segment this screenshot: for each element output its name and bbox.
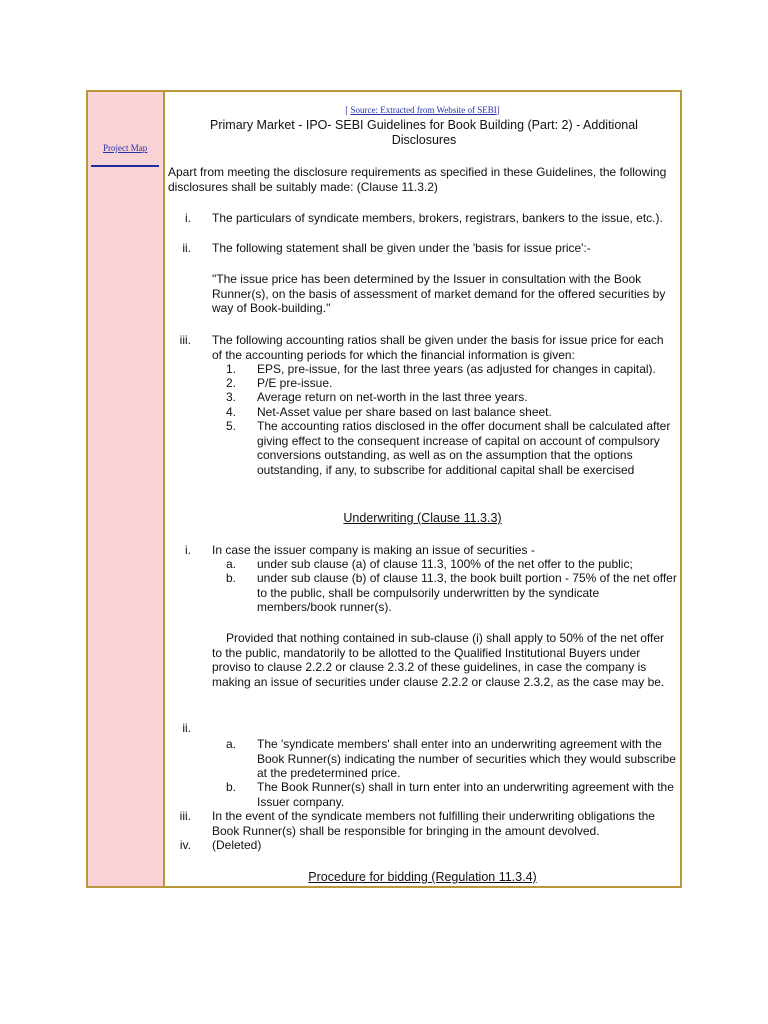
procedure-heading: Procedure for bidding (Regulation 11.3.4) xyxy=(308,870,537,884)
disclosure-text: The following statement shall be given under the 'basis for issue price':- xyxy=(212,241,591,255)
ratio-text: EPS, pre-issue, for the last three years (as adjusted for changes in capital). xyxy=(257,362,656,376)
ratio-num: 2. xyxy=(225,376,236,390)
ratio-text: The accounting ratios disclosed in the offer document shall be calculated after giving effect to the consequent increase of capital on account of compulsory conversions outstanding, as well as on the assumption that the options outstanding, if any, to subscribe for additional capital shall be exercised xyxy=(257,419,671,477)
sidebar xyxy=(88,92,165,886)
underwriting-subtext: The Book Runner(s) shall in turn enter into an underwriting agreement with the Issuer company. xyxy=(257,780,674,809)
disclosure-num: ii. xyxy=(182,241,191,255)
underwriting-num: i. xyxy=(185,543,191,557)
underwriting-heading: Underwriting (Clause 11.3.3) xyxy=(343,511,502,525)
intro-paragraph: Apart from meeting the disclosure requirements as specified in these Guidelines, the following disclosures shall be suitably made: (Clause 11.3.2) xyxy=(168,165,667,194)
project-map-link[interactable]: Project Map xyxy=(103,143,148,153)
underwriting-num: ii. xyxy=(182,721,191,735)
disclosure-text: The particulars of syndicate members, brokers, registrars, bankers to the issue, etc.). xyxy=(212,211,663,225)
underwriting-subnum: b. xyxy=(225,780,236,794)
source-bracket-open: [ xyxy=(345,105,351,115)
underwriting-subtext: under sub clause (b) of clause 11.3, the book built portion - 75% of the net offer to the public, shall be compulsorily underwritten by the syndicate members/book runner(s). xyxy=(257,571,677,614)
underwriting-num: iv. xyxy=(179,838,191,852)
source-line xyxy=(165,105,680,116)
ratio-num: 4. xyxy=(225,405,236,419)
ratio-num: 1. xyxy=(225,362,236,376)
sidebar-divider xyxy=(91,165,159,167)
underwriting-text: In the event of the syndicate members not fulfilling their underwriting obligations the Book Runner(s) shall be responsible for bringing in the amount devolved. xyxy=(212,809,655,838)
ratio-num: 3. xyxy=(225,390,236,404)
ratio-text: Average return on net-worth in the last three years. xyxy=(257,390,528,404)
underwriting-subtext: under sub clause (a) of clause 11.3, 100% of the net offer to the public; xyxy=(257,557,633,571)
disclosure-text: The following accounting ratios shall be given under the basis for issue price for each of the accounting periods for which the financial information is given: xyxy=(212,333,664,362)
issue-price-quote: "The issue price has been determined by the Issuer in consultation with the Book Runner(s), on the basis of assessment of market demand for the offered securities by way of Book-building." xyxy=(212,272,666,315)
disclosure-num: i. xyxy=(185,211,191,225)
ratio-text: Net-Asset value per share based on last balance sheet. xyxy=(257,405,552,419)
underwriting-subnum: a. xyxy=(225,557,236,571)
content-area xyxy=(165,92,680,886)
source-link[interactable]: Source: Extracted from Website of SEBI xyxy=(350,105,497,115)
underwriting-text: In case the issuer company is making an issue of securities - xyxy=(212,543,535,557)
source-bracket-close: ] xyxy=(496,105,500,115)
ratio-num: 5. xyxy=(225,419,236,433)
disclosure-num: iii. xyxy=(179,333,191,347)
underwriting-subtext: The 'syndicate members' shall enter into an underwriting agreement with the Book Runner(s) indicating the number of securities which they would subscribe at the predetermined price. xyxy=(257,737,676,780)
proviso-paragraph: Provided that nothing contained in sub-clause (i) shall apply to 50% of the net offer to the public, mandatorily to be allotted to the Qualified Institutional Buyers under proviso to clause 2.2.2 or clause 2.3.2 of these guidelines, in case the company is making an issue of securities under clause 2.2.2 or clause 2.3.2, as the case may be. xyxy=(212,631,665,689)
ratio-text: P/E pre-issue. xyxy=(257,376,333,390)
page-title: Primary Market - IPO- SEBI Guidelines for Book Building (Part: 2) - Additional Disclosures xyxy=(210,118,638,147)
underwriting-num: iii. xyxy=(179,809,191,823)
underwriting-text: (Deleted) xyxy=(212,838,262,852)
underwriting-subnum: a. xyxy=(225,737,236,751)
document-frame xyxy=(86,90,682,888)
underwriting-subnum: b. xyxy=(225,571,236,585)
